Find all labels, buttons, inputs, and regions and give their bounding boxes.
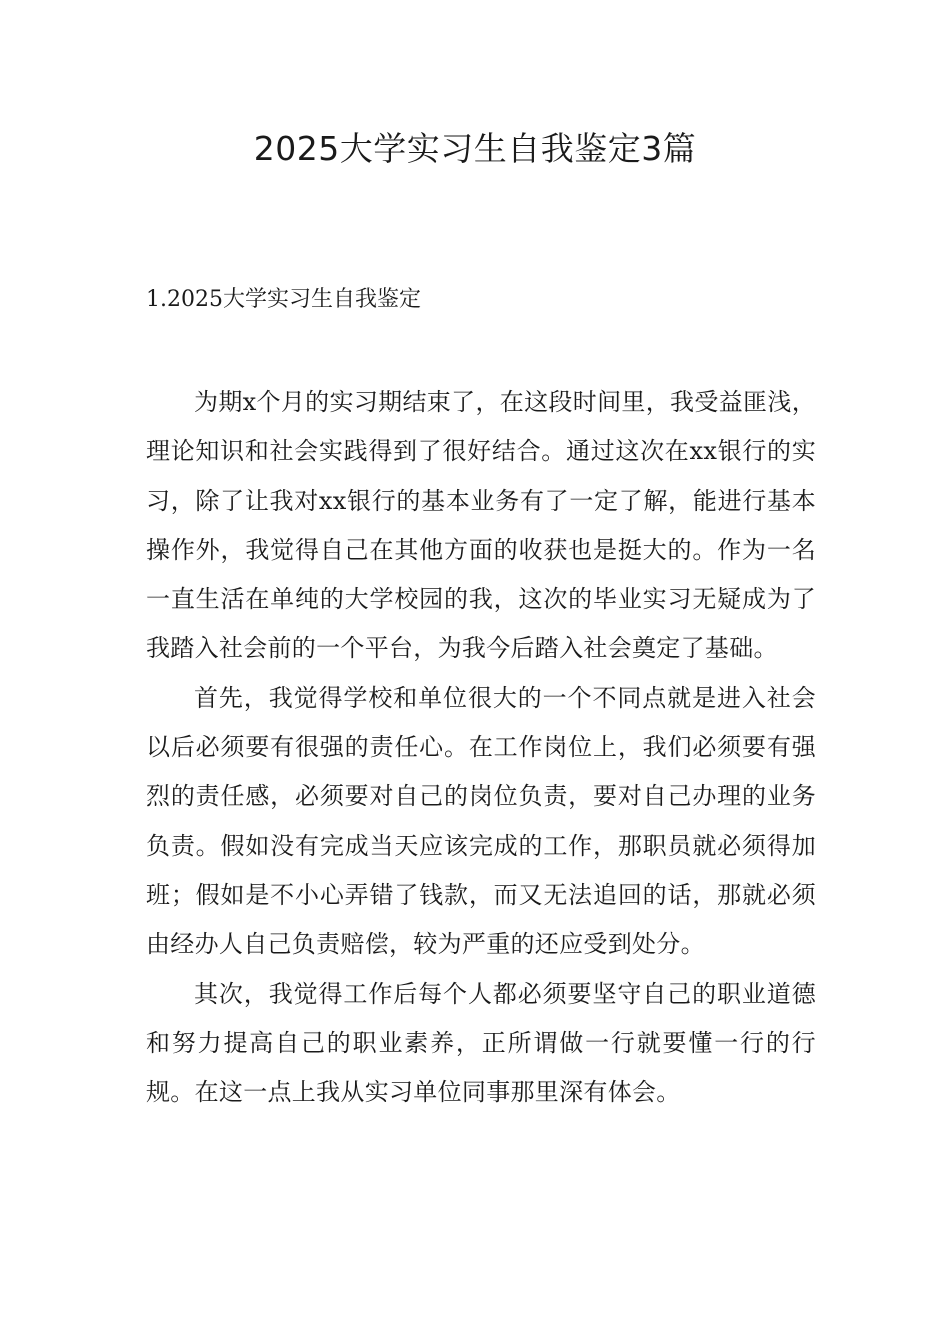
paragraph: 为期x个月的实习期结束了，在这段时间里，我受益匪浅，理论知识和社会实践得到了很好结合。通过这次在xx银行的实习，除了让我对xx银行的基本业务有了一定了解，能进行基本操作外，我觉得自己在其他方面的收获也是挺大的。作为一名一直生活在单纯的大学校园的我，这次的毕业实习无疑成为了我踏入社会前的一个平台，为我今后踏入社会奠定了基础。 — [146, 388, 816, 663]
document-title: 2025大学实习生自我鉴定3篇 — [253, 129, 697, 168]
section-heading: 1.2025大学实习生自我鉴定 — [146, 287, 421, 312]
paragraph: 其次，我觉得工作后每个人都必须要坚守自己的职业道德和努力提高自己的职业素养，正所谓做一行就要懂一行的行规。在这一点上我从实习单位同事那里深有体会。 — [146, 979, 816, 1107]
body-text — [146, 378, 816, 1117]
paragraph: 首先，我觉得学校和单位很大的一个不同点就是进入社会以后必须要有很强的责任心。在工作岗位上，我们必须要有强烈的责任感，必须要对自己的岗位负责，要对自己办理的业务负责。假如没有完成当天应该完成的工作，那职员就必须得加班；假如是不小心弄错了钱款，而又无法追回的话，那就必须由经办人自己负责赔偿，较为严重的还应受到处分。 — [146, 683, 816, 959]
